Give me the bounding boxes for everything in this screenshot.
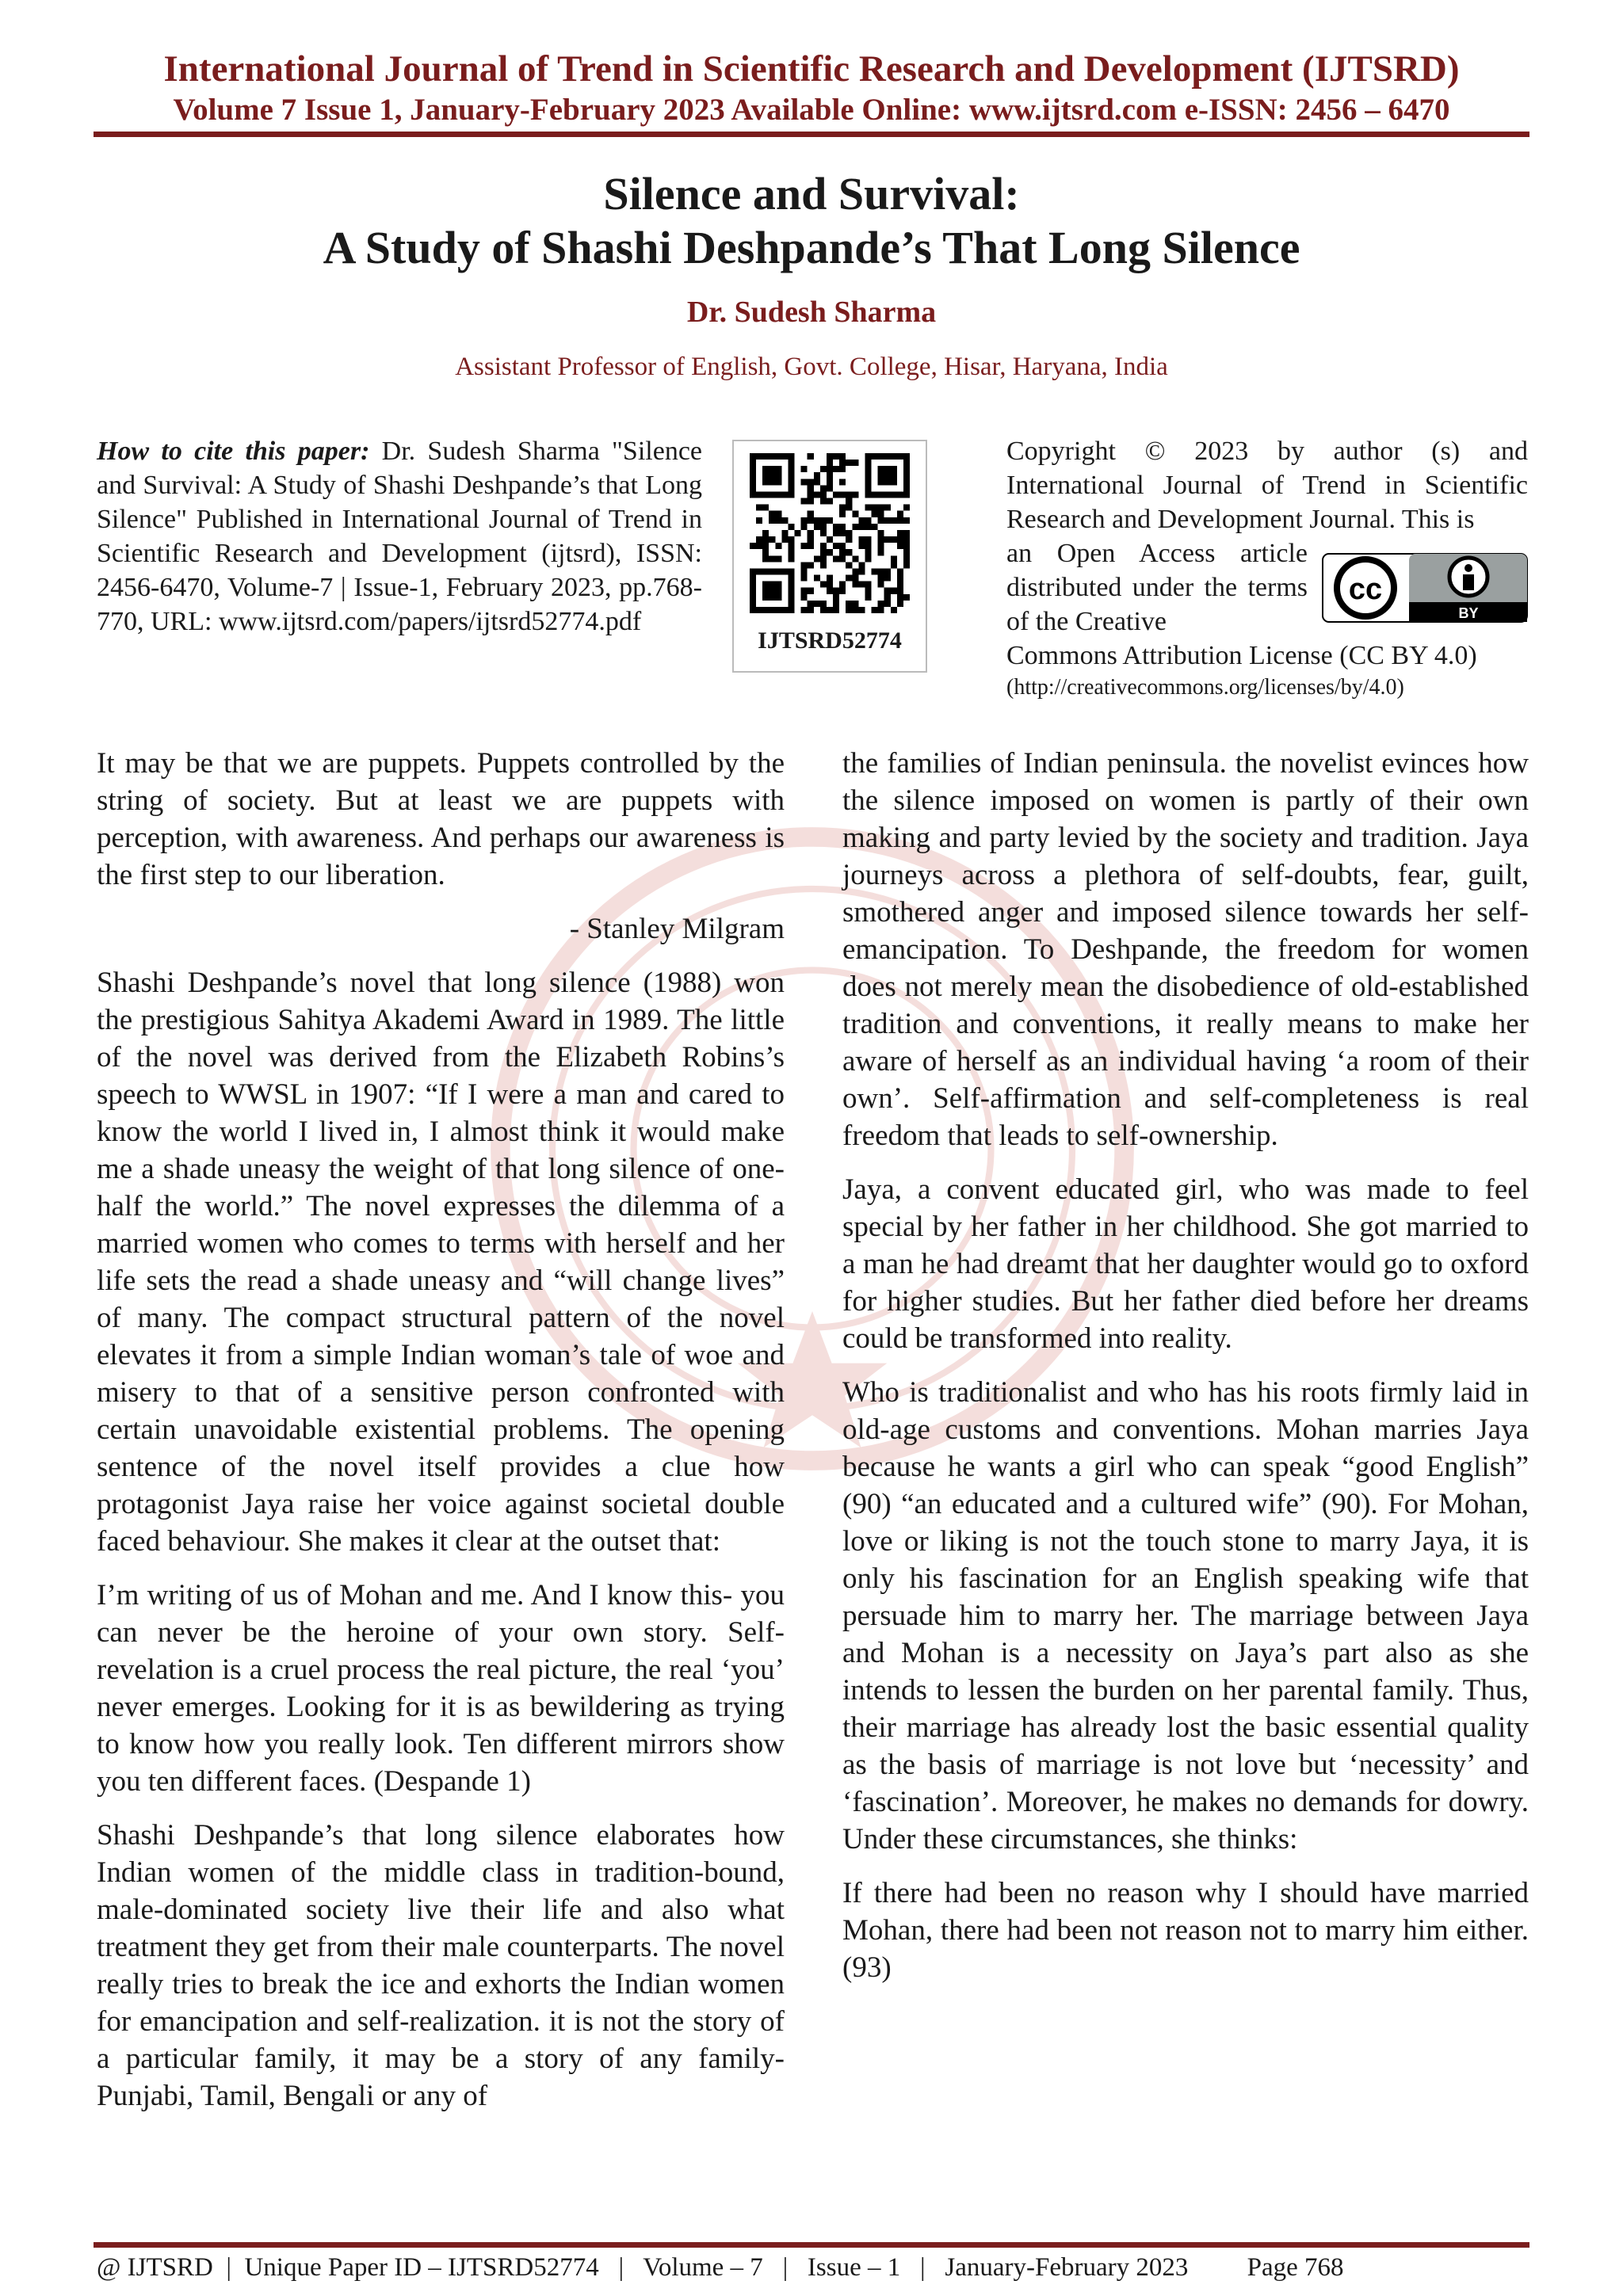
citation-label: How to cite this paper: xyxy=(97,437,370,466)
author-affiliation: Assistant Professor of English, Govt. College, Hisar, Haryana, India xyxy=(455,353,1168,381)
footer-page-number: Page 768 xyxy=(1247,2253,1344,2282)
author-name: Dr. Sudesh Sharma xyxy=(686,296,937,329)
paper-title-line1: Silence and Survival: xyxy=(603,168,1020,219)
block-quote: I’m writing of us of Mohan and me. And I know this- you can never be the heroine of your own story. Self-revelation is a cruel process the real picture, the real ‘you’ never emerges. Looking for it is as bewildering as trying to know how you really look. Ten different mirrors show you ten different faces. (Despande 1) xyxy=(97,1579,785,1798)
license-url: (http://creativecommons.org/licenses/by/4.0) xyxy=(1006,675,1404,700)
footer-separator: | xyxy=(618,2253,624,2282)
by-badge-label: BY xyxy=(1458,605,1479,621)
footer-paper-id: Unique Paper ID – IJTSRD52774 xyxy=(244,2253,599,2282)
footer-brand: @ IJTSRD xyxy=(97,2253,213,2282)
qr-code-icon xyxy=(750,453,910,613)
page-footer xyxy=(97,2253,1528,2283)
cc-by-badge-icon xyxy=(1322,553,1528,623)
license-name: Commons Attribution License (CC BY 4.0) xyxy=(1006,641,1477,670)
cc-badge-label: cc xyxy=(1348,573,1383,606)
body-paragraph: Who is traditionalist and who has his roots firmly laid in old-age customs and conventions. Mohan marries Jaya because he wants a girl who can speak “good English” (90) “an educated and a cultured wife” (90). For Mohan, love or liking is not the touch stone to marry Jaya, it is only his fascination for an English speaking wife that persuade him to marry her. The marriage between Jaya and Mohan is a necessity on Jaya’s part also as she intends to lessen the burden on her parental family. Thus, their marriage has already lost the basic essential quality as the basis of marriage is not love but ‘necessity’ and ‘fascination’. Moreover, he makes no demands for dowry. Under these circumstances, she thinks: xyxy=(842,1376,1529,1855)
footer-volume: Volume – 7 xyxy=(643,2253,763,2282)
body-paragraph: the families of Indian peninsula. the novelist evinces how the silence imposed on women is partly of their own making and party levied by the society and tradition. Jaya journeys across a plethora of self-doubts, fear, guilt, smothered anger and imposed silence towards her self-emancipation. To Deshpande, the freedom for women does not merely mean the disobedience of old-established tradition and conventions, it really means to make her aware of herself as an individual having ‘a room of their own’. Self-affirmation and self-completeness is real freedom that leads to self-ownership. xyxy=(842,747,1529,1152)
footer-rule xyxy=(94,2242,1529,2248)
body-paragraph: Shashi Deshpande’s novel that long silence (1988) won the prestigious Sahitya Akademi Award in 1989. The little of the novel was derived from the Elizabeth Robins’s speech to WWSL in 1907: “If I were a man and cared to know the world I lived in, I almost think it would make me a shade uneasy the weight of that long silence of one-half the world.” The novel expresses the dilemma of a married women who comes to terms with herself and her life sets the read a shade uneasy and “will change lives” of many. The compact structural pattern of the novel elevates it from a simple Indian woman’s tale of woe and misery to that of a sensitive person confronted with certain unavoidable existential problems. The opening sentence of the novel itself provides a clue how protagonist Jaya raise her voice against societal double faced behaviour. She makes it clear at the outset that: xyxy=(97,967,785,1558)
paper-title-line2: A Study of Shashi Deshpande’s That Long Silence xyxy=(323,222,1300,273)
journal-volume-line: Volume 7 Issue 1, January-February 2023 Available Online: www.ijtsrd.com e-ISSN: 2456 – 6470 xyxy=(173,93,1450,127)
copyright-notice: Copyright © 2023 by author (s) and International Journal of Trend in Scientific Research and Development Journal. This is xyxy=(1006,437,1528,534)
footer-separator: | xyxy=(920,2253,926,2282)
journal-title: International Journal of Trend in Scientific Research and Development (IJTSRD) xyxy=(163,48,1460,90)
body-paragraph: Shashi Deshpande’s that long silence elaborates how Indian women of the middle class in tradition-bound, male-dominated society live their life and also what treatment they get from their male counterparts. The novel really tries to break the ice and exhorts the Indian women for emancipation and self-realization. it is not the story of a particular family, it may be a story of any family- Punjabi, Tamil, Bengali or any of xyxy=(97,1819,785,2112)
footer-separator: | xyxy=(782,2253,789,2282)
header-rule xyxy=(94,132,1529,137)
epigraph-attribution: - Stanley Milgram xyxy=(569,913,785,945)
qr-code xyxy=(732,440,927,673)
qr-label: IJTSRD52774 xyxy=(758,627,902,654)
footer-separator: | xyxy=(226,2253,231,2282)
footer-issue: Issue – 1 xyxy=(807,2253,901,2282)
body-right-column xyxy=(842,745,1529,2003)
block-quote: If there had been no reason why I should have married Mohan, there had been not reason not to marry him either. (93) xyxy=(842,1877,1529,1984)
epigraph: It may be that we are puppets. Puppets controlled by the string of society. But at least we are puppets with perception, with awareness. And perhaps our awareness is the first step to our liberation. xyxy=(97,747,785,891)
body-paragraph: Jaya, a convent educated girl, who was made to feel special by her father in her childhood. She got married to a man he had dreamt that her daughter would go to oxford for higher studies. But her father died before her dreams could be transformed into reality. xyxy=(842,1173,1529,1355)
citation-block xyxy=(97,434,702,639)
footer-period: January-February 2023 xyxy=(945,2253,1189,2282)
citation-text: Dr. Sudesh Sharma "Silence and Survival: A Study of Shashi Deshpande’s that Long Silence" Published in International Journal of Trend in Scientific Research and Development (ijtsrd), ISSN: 2456-6470, Volume-7 | Issue-1, February 2023, pp.768-770, URL: www.ijtsrd.com/papers/ijtsrd52774.pdf xyxy=(97,437,702,636)
body-left-column xyxy=(97,745,785,2131)
open-access-text: an Open Access article distributed under the terms of the Creative xyxy=(1006,539,1308,636)
